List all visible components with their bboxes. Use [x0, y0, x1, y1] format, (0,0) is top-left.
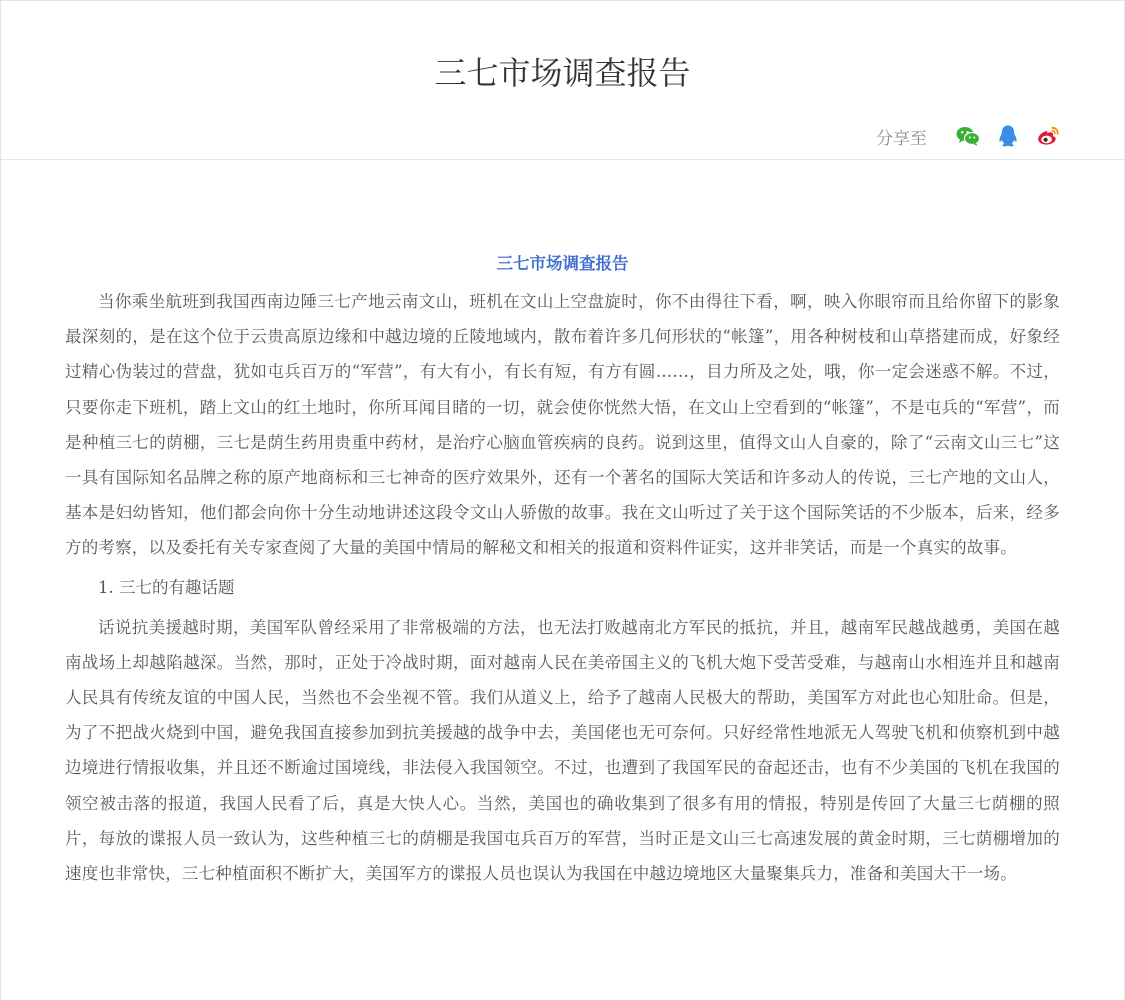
wechat-icon[interactable]	[955, 123, 981, 149]
share-label: 分享至	[876, 128, 927, 149]
share-bar	[876, 123, 1061, 149]
article-paragraph: 话说抗美援越时期，美国军队曾经采用了非常极端的方法，也无法打败越南北方军民的抵抗，并且，越南军民越战越勇，美国在越南战场上却越陷越深。当然，那时，正处于冷战时期，面对越南人民在美帝国主义的飞机大炮下受苦受难，与越南山水相连并且和越南人民具有传统友谊的中国人民，当然也不会坐视不管。我们从道义上，给予了越南人民极大的帮助，美国军方对此也心知肚命。但是，为了不把战火烧到中国，避免我国直接参加到抗美援越的战争中去，美国佬也无可奈何。只好经常性地派无人驾驶飞机和侦察机到中越边境进行情报收集，并且还不断逾过国境线，非法侵入我国领空。不过，也遭到了我国军民的奋起还击，也有不少美国的飞机在我国的领空被击落的报道，我国人民看了后，真是大快人心。当然，美国也的确收集到了很多有用的情报，特别是传回了大量三七荫棚的照片，每放的谍报人员一致认为，这些种植三七的荫棚是我国屯兵百万的军营，当时正是文山三七高速发展的黄金时期，三七荫棚增加的速度也非常快，三七种植面积不断扩大，美国军方的谍报人员也误认为我国在中越边境地区大量聚集兵力，准备和美国大干一场。	[65, 617, 1060, 884]
article-body	[65, 246, 1060, 895]
section-heading: 1. 三七的有趣话题	[98, 577, 235, 597]
weibo-icon-graphic	[1035, 123, 1061, 149]
article-title: 三七市场调查报告	[496, 254, 629, 273]
qq-icon[interactable]	[995, 123, 1021, 149]
weibo-icon[interactable]	[1035, 123, 1061, 149]
page-header	[1, 1, 1124, 160]
wechat-icon-graphic	[955, 123, 981, 149]
article-paragraph: 当你乘坐航班到我国西南边陲三七产地云南文山，班机在文山上空盘旋时，你不由得往下看，啊，映入你眼帘而且给你留下的影象最深刻的，是在这个位于云贵高原边缘和中越边境的丘陵地域内，散布着许多几何形状的“帐篷”，用各种树枝和山草搭建而成，好象经过精心伪装过的营盘，犹如屯兵百万的“军营”，有大有小，有长有短，有方有圆……，目力所及之处，哦，你一定会迷惑不解。不过，只要你走下班机，踏上文山的红土地时，你所耳闻目睹的一切，就会使你恍然大悟，在文山上空看到的“帐篷”，不是屯兵的“军营”，而是种植三七的荫棚，三七是荫生药用贵重中药材，是治疗心脑血管疾病的良药。说到这里，值得文山人自豪的，除了“云南文山三七”这一具有国际知名品牌之称的原产地商标和三七神奇的医疗效果外，还有一个著名的国际大笑话和许多动人的传说，三七产地的文山人，基本是妇幼皆知，他们都会向你十分生动地讲述这段令文山人骄傲的故事。我在文山听过了关于这个国际笑话的不少版本，后来，经多方的考察，以及委托有关专家查阅了大量的美国中情局的解秘文和相关的报道和资料件证实，这并非笑话，而是一个真实的故事。	[65, 292, 1060, 558]
qq-icon-graphic	[995, 123, 1021, 149]
page-title: 三七市场调查报告	[434, 54, 691, 92]
